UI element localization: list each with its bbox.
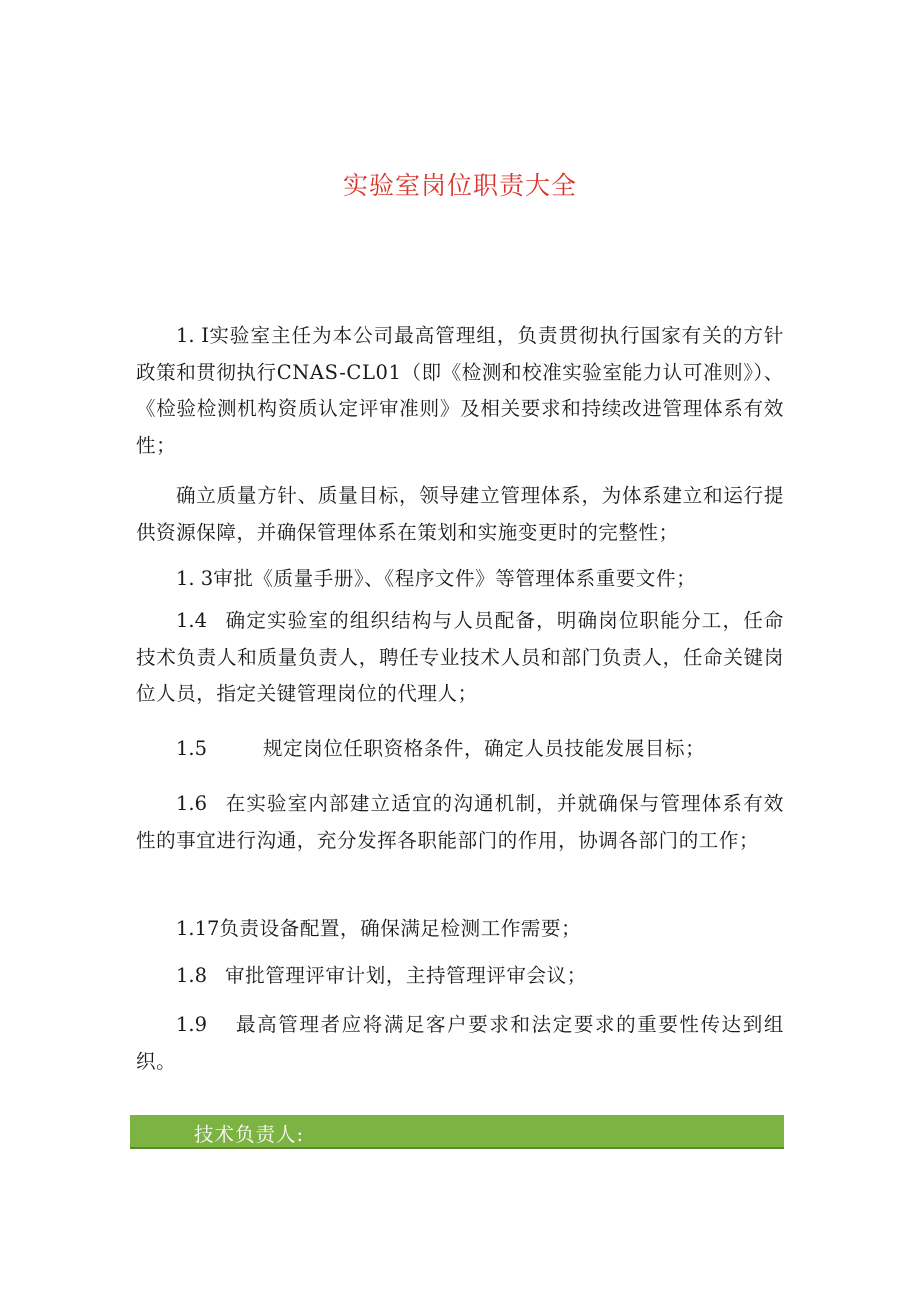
- item-text: 确定实验室的组织结构与人员配备，明确岗位职能分工，任命技术负责人和质量负责人，聘任专业技术人员和部门负责人，任命关键岗位人员，指定关键管理岗位的代理人；: [136, 609, 784, 705]
- duty-item-1-8: [136, 958, 784, 995]
- duty-item-1-6: [136, 786, 784, 859]
- item-text: 最高管理者应将满足客户要求和法定要求的重要性传达到组织。: [136, 1013, 784, 1073]
- item-number: 1. 3: [176, 567, 214, 590]
- item-number: 1.5: [176, 737, 208, 760]
- item-number: 1.8: [176, 964, 208, 987]
- section-heading: 技术负责人:: [194, 1123, 305, 1146]
- duty-item-1-4: [136, 603, 784, 713]
- item-number: 1.6: [176, 792, 208, 815]
- item-text: 实验室主任为本公司最高管理组，负责贯彻执行国家有关的方针政策和贯彻执行CNAS-CL01（即《检测和校准实验室能力认可准则》）、《检验检测机构资质认定评审准则》及相关要求和持续改进管理体系有效性；: [136, 324, 785, 457]
- item-text: 在实验室内部建立适宜的沟通机制，并就确保与管理体系有效性的事宜进行沟通，充分发挥各职能部门的作用，协调各部门的工作；: [136, 792, 784, 852]
- item-number: 1.4: [176, 609, 208, 632]
- item-text: 负责设备配置，确保满足检测工作需要；: [219, 917, 582, 940]
- item-text: 规定岗位任职资格条件，确定人员技能发展目标；: [263, 737, 706, 760]
- duty-item-1-1: [136, 318, 784, 464]
- page-title: 实验室岗位职责大全: [342, 171, 577, 200]
- item-text: 审批管理评审计划，主持管理评审会议；: [225, 964, 587, 987]
- item-number: 1.9: [176, 1013, 208, 1036]
- duty-item-1-3: [136, 561, 784, 598]
- duty-item-1-9: [136, 1007, 784, 1080]
- section-header-bar: [130, 1115, 784, 1149]
- item-text: 确立质量方针、质量目标，领导建立管理体系，为体系建立和运行提供资源保障，并确保管理体系在策划和实施变更时的完整性；: [136, 484, 784, 544]
- item-text: 审批《质量手册》、《程序文件》等管理体系重要文件；: [213, 567, 697, 590]
- item-number: 1. I: [176, 324, 209, 347]
- duty-item-1-17: [136, 911, 784, 948]
- duty-item-1-5: [136, 731, 784, 768]
- duty-item-1-2: [136, 478, 784, 551]
- item-number: 1.17: [176, 917, 220, 940]
